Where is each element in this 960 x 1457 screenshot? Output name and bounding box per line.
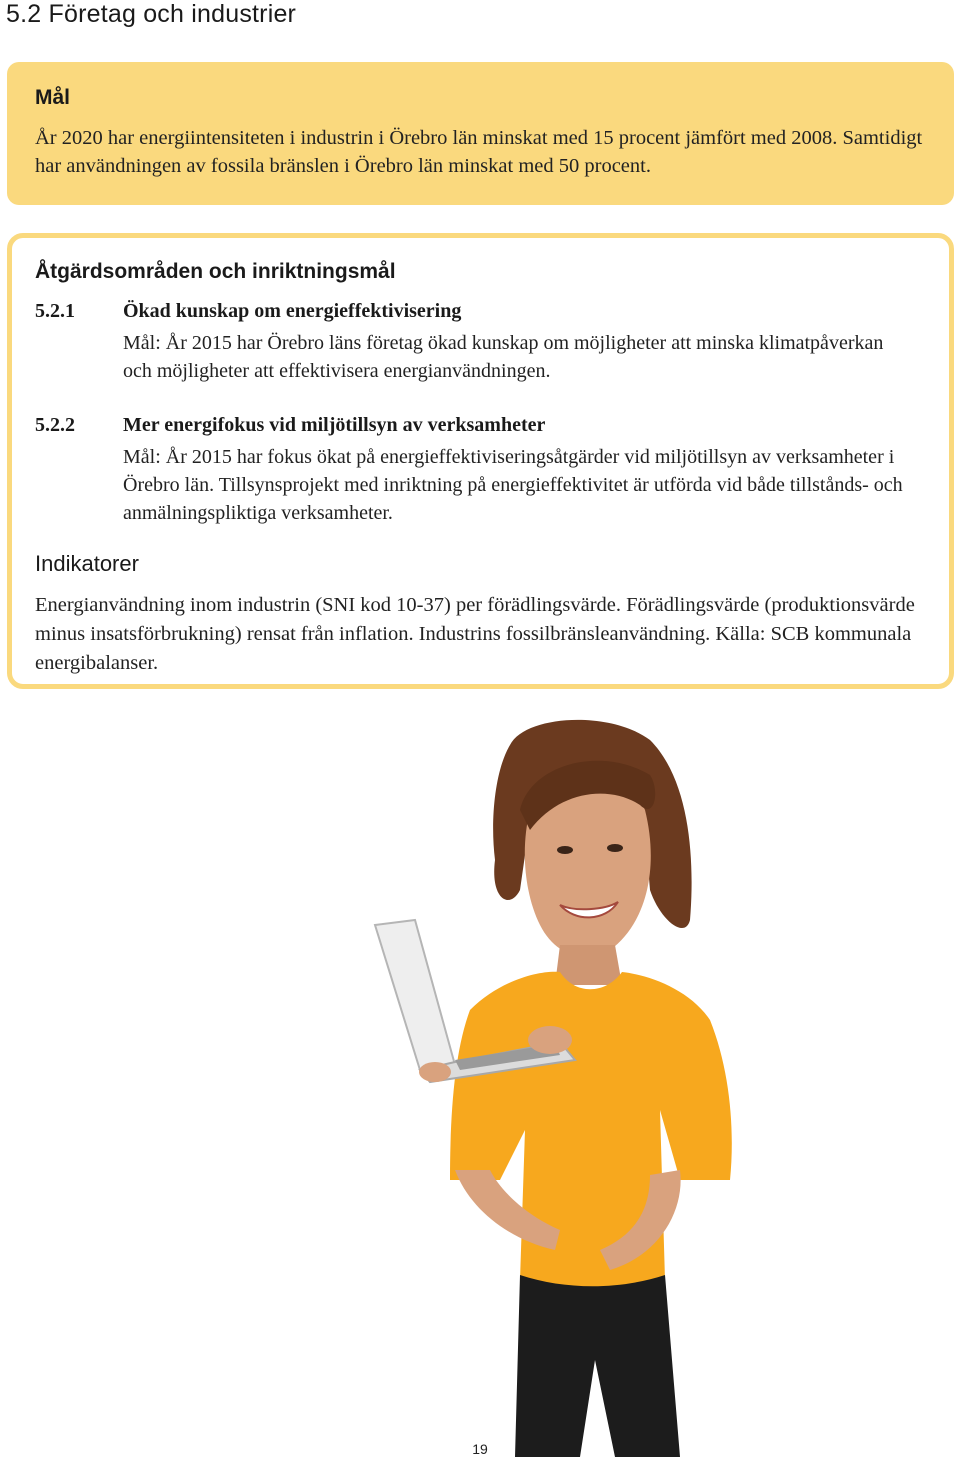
section-title: 5.2 Företag och industrier	[6, 0, 297, 28]
goal-heading: Mål	[35, 86, 71, 109]
actions-box	[7, 233, 954, 689]
left-hand	[419, 1062, 451, 1082]
action-item-title: Ökad kunskap om energieffektivisering	[123, 300, 462, 322]
laptop-screen	[375, 920, 455, 1070]
action-item-title: Mer energifokus vid miljötillsyn av verksamheter	[123, 414, 546, 436]
black-pants	[515, 1275, 680, 1457]
woman-with-laptop-photo	[360, 710, 740, 1457]
page-number: 19	[472, 1441, 488, 1457]
action-item-description: Mål: År 2015 har fokus ökat på energieffektiviseringsåtgärder vid miljötillsyn av verksamheter i Örebro län. Tillsynsprojekt med inriktning på energieffektivitet är utförda vid både tillstånds- och anmälningspliktiga verksamheter.	[123, 446, 903, 524]
action-item-description: Mål: År 2015 har Örebro läns företag ökad kunskap om möjligheter att minska klimatpåverkan och möjligheter att effektivisera energianvändningen.	[123, 332, 884, 382]
left-eye	[557, 846, 573, 854]
indicators-heading: Indikatorer	[35, 551, 139, 576]
orange-t-shirt	[450, 972, 732, 1291]
indicators-text: Energianvändning inom industrin (SNI kod 10-37) per förädlingsvärde. Förädlingsvärde (produktionsvärde minus insatsförbrukning) rensat från inflation. Industrins fossilbränsleanvändning. Källa: SCB kommunala energibalanser.	[35, 594, 915, 674]
action-item-number: 5.2.2	[35, 414, 75, 436]
action-item-number: 5.2.1	[35, 300, 75, 322]
goal-text: År 2020 har energiintensiteten i industrin i Örebro län minskat med 15 procent jämfört med 2008. Samtidigt har användningen av fossila bränslen i Örebro län minskat med 50 procent.	[35, 127, 923, 177]
actions-heading: Åtgärdsområden och inriktningsmål	[35, 260, 396, 283]
right-eye	[607, 844, 623, 852]
right-hand	[528, 1026, 572, 1054]
goal-box	[7, 62, 954, 205]
